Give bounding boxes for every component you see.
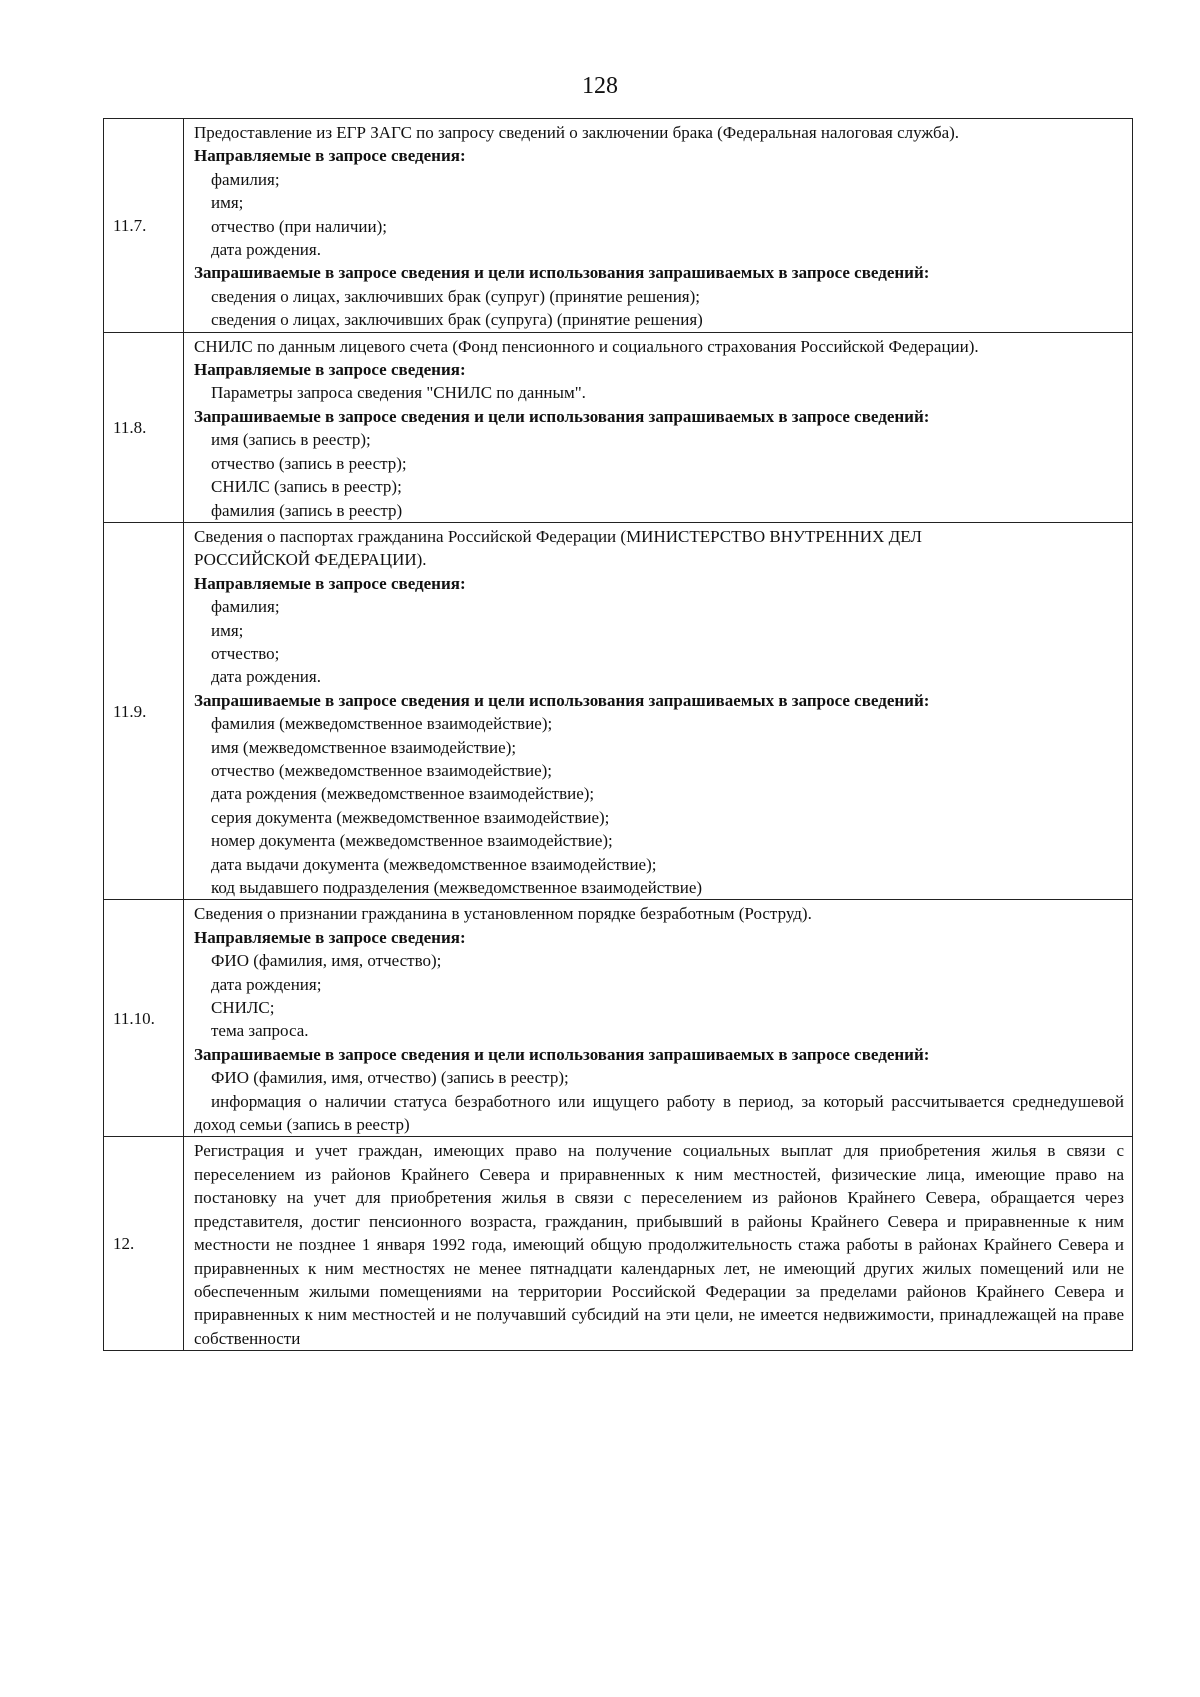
row-content [184, 119, 1133, 333]
row-content [184, 522, 1133, 900]
content-line: дата рождения; [211, 974, 322, 994]
content-line: отчество (межведомственное взаимодействие); [211, 760, 553, 780]
row-number: 11.7. [104, 119, 184, 333]
content-line: ФИО (фамилия, имя, отчество) (запись в реестр); [211, 1068, 569, 1088]
content-line: Сведения о признании гражданина в установленном порядке безработным (Роструд). [194, 904, 812, 924]
content-line: Предоставление из ЕГР ЗАГС по запросу сведений о заключении брака (Федеральная налоговая служба). [194, 123, 960, 142]
section-heading: Направляемые в запросе сведения: [194, 927, 466, 947]
row-number: 12. [104, 1137, 184, 1351]
section-heading: Запрашиваемые в запросе сведения и цели использования запрашиваемых в запросе сведений: [194, 690, 930, 710]
content-line: ФИО (фамилия, имя, отчество); [211, 951, 442, 971]
content-line: дата рождения (межведомственное взаимодействие); [211, 784, 595, 804]
content-line: имя; [211, 193, 244, 213]
row-content [184, 1137, 1133, 1351]
row-number: 11.10. [104, 900, 184, 1137]
content-line: дата рождения. [211, 240, 321, 260]
section-heading: Запрашиваемые в запросе сведения и цели использования запрашиваемых в запросе сведений: [194, 1044, 930, 1064]
content-line: СНИЛС (запись в реестр); [211, 477, 402, 497]
content-line: Параметры запроса сведения "СНИЛС по данным". [211, 383, 586, 403]
row-number: 11.9. [104, 522, 184, 900]
content-line: номер документа (межведомственное взаимодействие); [211, 831, 613, 851]
content-line: имя (межведомственное взаимодействие); [211, 737, 517, 757]
section-heading: Направляемые в запросе сведения: [194, 573, 466, 593]
content-line: СНИЛС по данным лицевого счета (Фонд пенсионного и социального страхования Российской Федерации). [194, 336, 979, 356]
table-row [104, 1137, 1133, 1351]
content-line: СНИЛС; [211, 998, 275, 1018]
page-number: 128 [582, 73, 618, 99]
content-line: фамилия (запись в реестр) [211, 500, 403, 520]
section-heading: Запрашиваемые в запросе сведения и цели использования запрашиваемых в запросе сведений: [194, 263, 930, 283]
services-table [103, 118, 1133, 1351]
content-line: фамилия (межведомственное взаимодействие); [211, 714, 553, 734]
table-body [104, 119, 1133, 1351]
content-line: информация о наличии статуса безработного или ищущего работу в период, за который рассчитывается среднедушевой доход семьи (запись в реестр) [194, 1091, 1124, 1135]
content-line: дата рождения. [211, 667, 321, 687]
table-row [104, 522, 1133, 900]
row-content [184, 332, 1133, 522]
table-row [104, 119, 1133, 333]
content-line: серия документа (межведомственное взаимодействие); [211, 807, 610, 827]
content-line: сведения о лицах, заключивших брак (супруга) (принятие решения) [211, 310, 703, 330]
content-line: фамилия; [211, 169, 280, 189]
content-line: Сведения о паспортах гражданина Российской Федерации (МИНИСТЕРСТВО ВНУТРЕННИХ ДЕЛ [194, 526, 922, 546]
content-line: отчество (запись в реестр); [211, 453, 407, 473]
content-line: имя; [211, 620, 244, 640]
section-heading: Направляемые в запросе сведения: [194, 360, 466, 380]
content-line: фамилия; [211, 597, 280, 617]
section-heading: Направляемые в запросе сведения: [194, 146, 466, 166]
section-heading: Запрашиваемые в запросе сведения и цели использования запрашиваемых в запросе сведений: [194, 406, 930, 426]
content-line: тема запроса. [211, 1021, 309, 1041]
content-line: дата выдачи документа (межведомственное взаимодействие); [211, 854, 657, 874]
table-row [104, 332, 1133, 522]
content-line: Регистрация и учет граждан, имеющих право на получение социальных выплат для приобретения жилья в связи с переселением из районов Крайнего Севера и приравненных к ним местностей, физические лица, имеющие право на постановку на учет для приобретения жилья в связи с переселением из районов Крайнего Севера, обращается через представителя, достиг пенсионного возраста, гражданин, прибывший в районы Крайнего Севера и приравненные к ним местности не позднее 1 января 1992 года, имеющий общую продолжительность стажа работы в районах Крайнего Севера и приравненных к ним местностях не менее пятнадцати календарных лет, не имеющий других жилых помещений или не обеспеченным жилыми помещениями на территории Российской Федерации за пределами районов Крайнего Севера и приравненных к ним местностей и не получавший субсидий на эти цели, не имеется недвижимости, принадлежащей на праве собственности [194, 1141, 1124, 1348]
content-line: код выдавшего подразделения (межведомственное взаимодействие) [211, 878, 703, 897]
content-line: сведения о лицах, заключивших брак (супруг) (принятие решения); [211, 286, 701, 306]
content-line: отчество (при наличии); [211, 216, 387, 236]
row-number: 11.8. [104, 332, 184, 522]
content-line: отчество; [211, 643, 280, 663]
table-row [104, 900, 1133, 1137]
row-content [184, 900, 1133, 1137]
content-line: имя (запись в реестр); [211, 430, 371, 450]
content-line: РОССИЙСКОЙ ФЕДЕРАЦИИ). [194, 550, 427, 570]
